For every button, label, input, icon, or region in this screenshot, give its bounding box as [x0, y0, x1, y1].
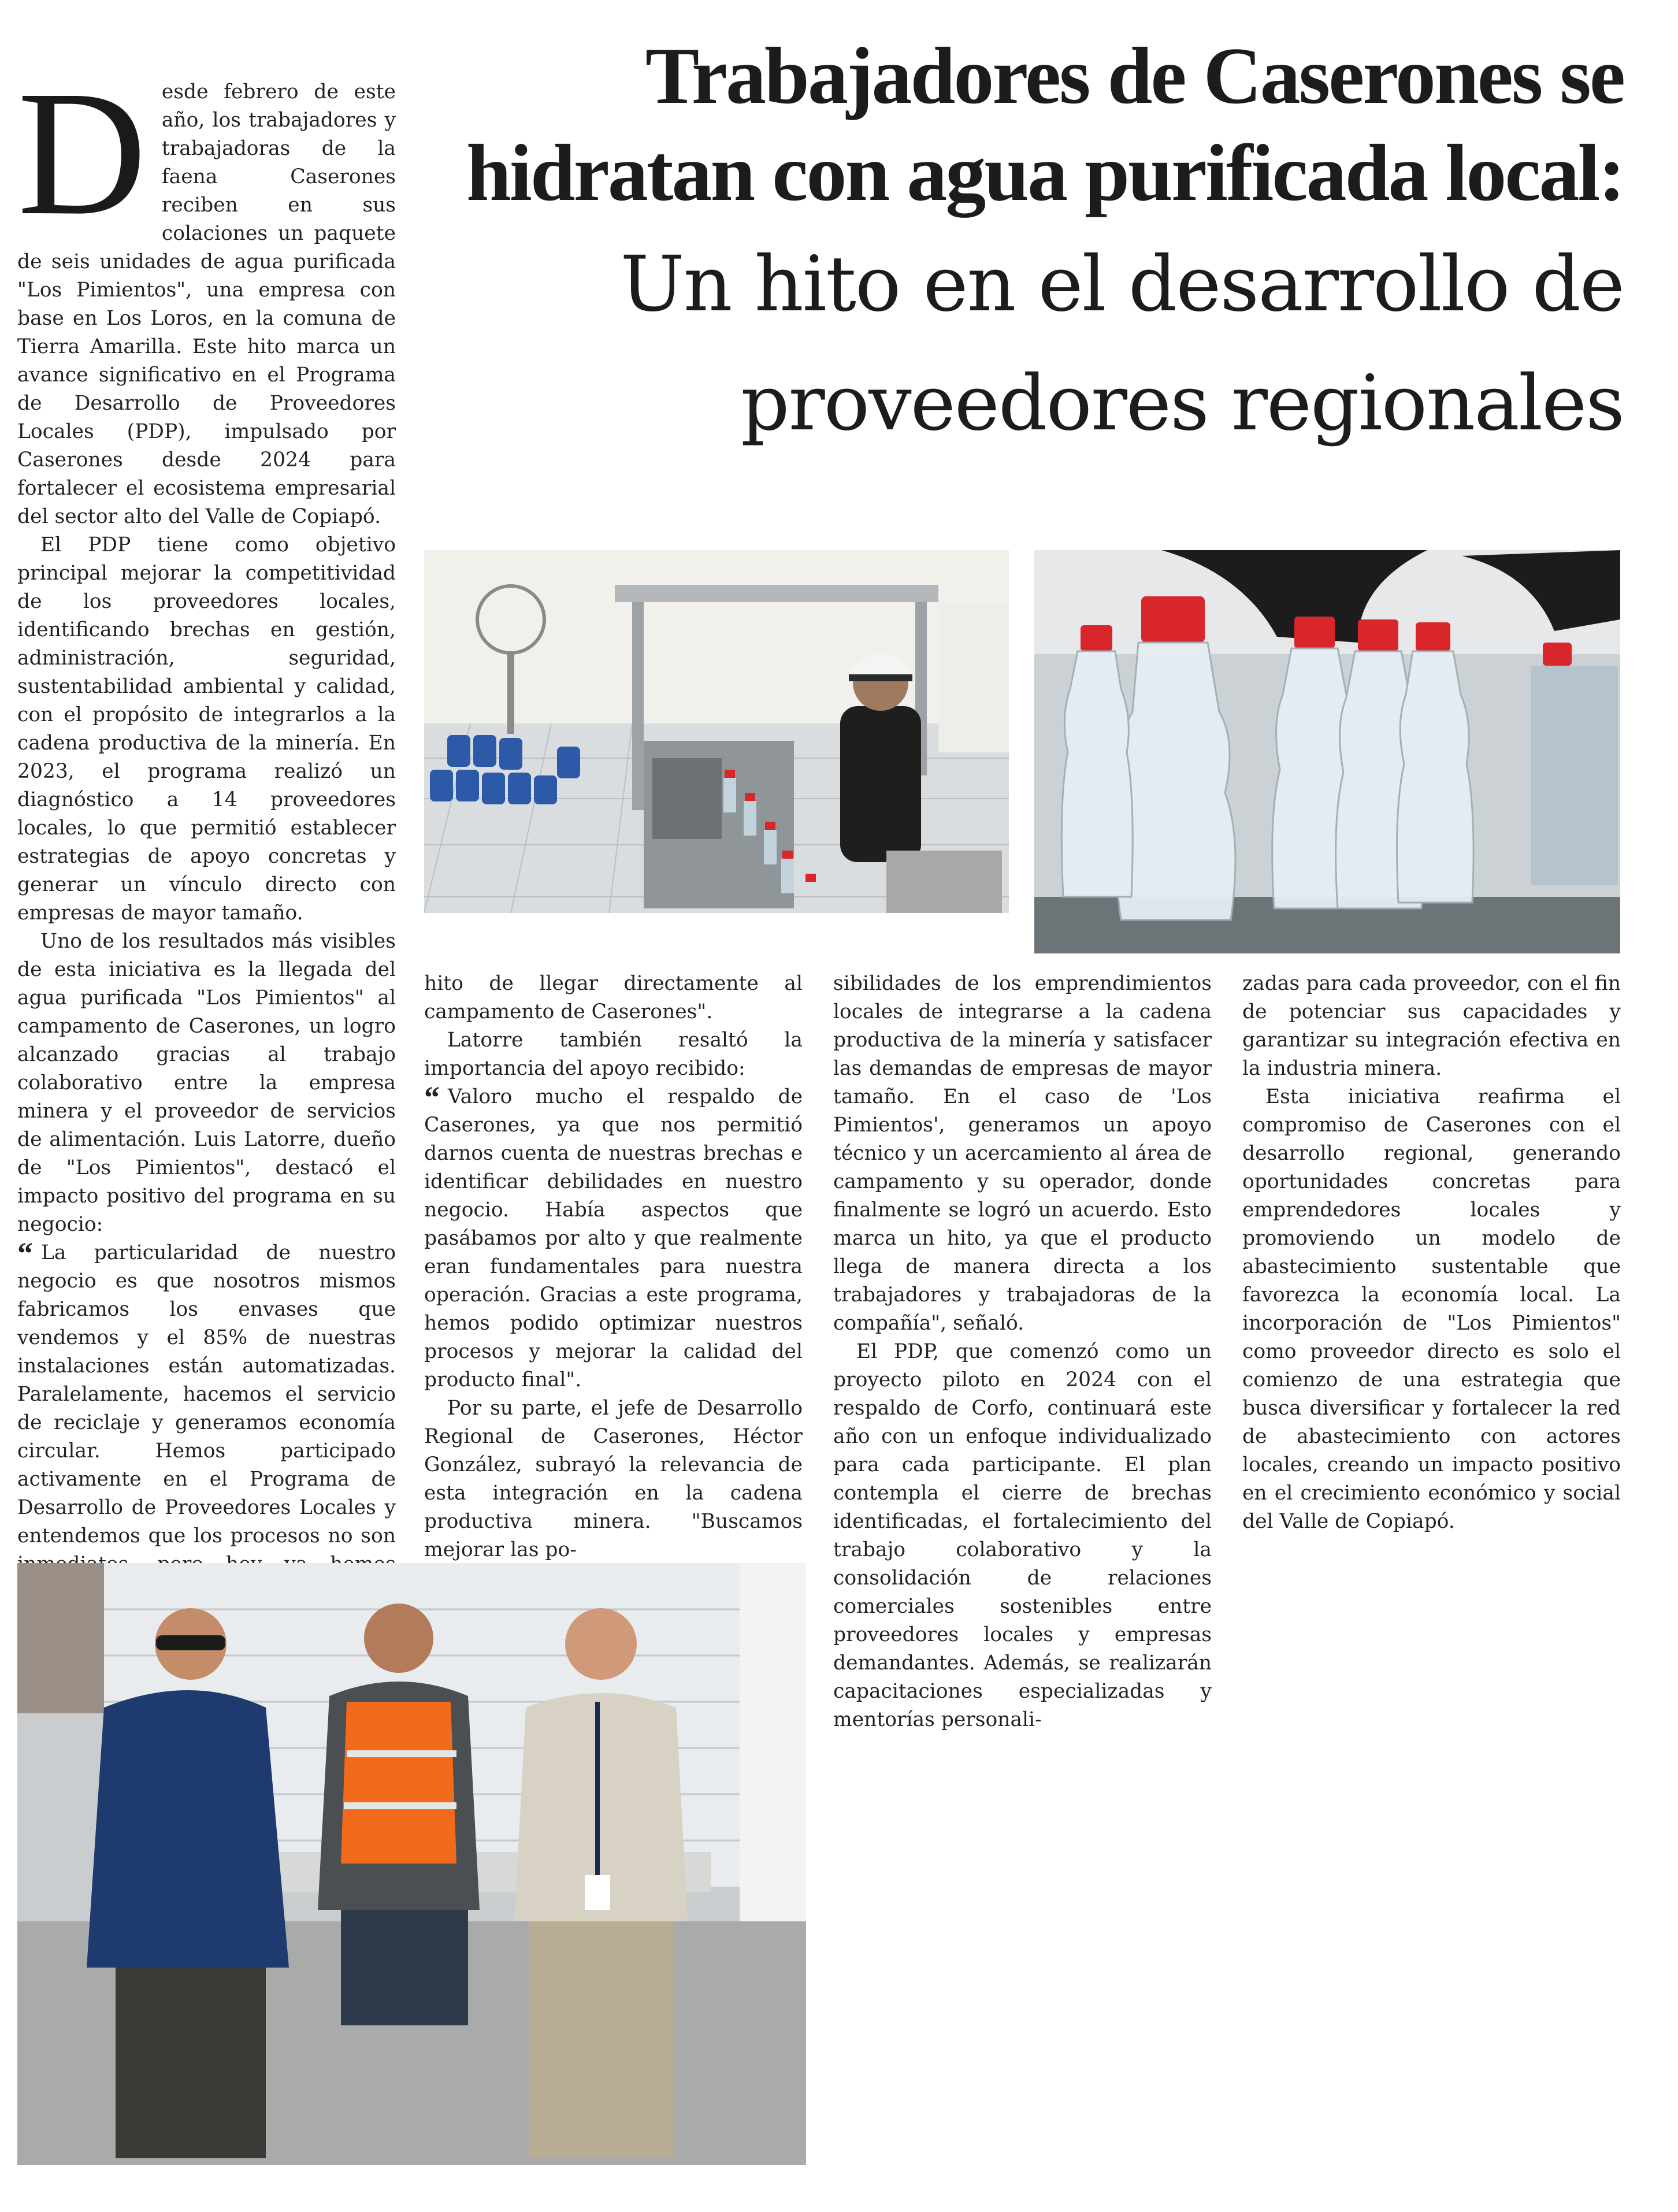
paragraph: sibilidades de los emprendimientos locales de integrarse a la cadena productiva de la minería y satisfacer las demandas de empresas de mayor tamaño. En el caso de 'Los Pimientos', generamos un apoyo técnico y un acercamiento al área de campamento y su operador, donde finalmente se logró un acuerdo. Esto marca un hito, ya que el producto llega de manera directa a los trabajadores y trabajadoras de la compañía", señaló.: [833, 972, 1212, 1335]
subtitle-line-2: proveedores regionales: [741, 359, 1624, 448]
quote-paragraph: [17, 1236, 396, 1607]
column-3: [833, 970, 1212, 1734]
paragraph: hito de llegar directamente al campamento de Caserones".: [424, 972, 803, 1023]
team-illustration: [17, 1563, 806, 2165]
drop-cap: D: [17, 54, 147, 253]
column-4: [1242, 970, 1621, 1536]
paragraph: El PDP tiene como objetivo principal mejorar la competitividad de los proveedores locales, identificando brechas en gestión, administración, seguridad, sustentabilidad ambiental y calidad, con el propósito de integrarlos a la cadena productiva de la minería. En 2023, el programa realizó un diagnóstico a 14 proveedores locales, lo que permitió establecer estrategias de apoyo concretas y generar un vínculo directo con empresas de mayor tamaño.: [17, 533, 396, 925]
column-2: [424, 970, 803, 1564]
quote-mark-icon: “: [17, 1236, 31, 1271]
photo-bottling-line: [424, 550, 1009, 913]
paragraph: zadas para cada proveedor, con el fin de potenciar sus capacidades y garantizar su integración efectiva en la industria minera.: [1242, 972, 1621, 1080]
title-line-2: hidratan con agua purificada local:: [466, 128, 1624, 218]
photo-bottles-closeup: [1034, 550, 1620, 953]
column-1: [17, 54, 396, 1607]
bottles-illustration: [1034, 550, 1620, 953]
quote-paragraph: [424, 1080, 803, 1394]
bottling-line-illustration: [424, 550, 1009, 913]
quote-text: Valoro mucho el respaldo de Caserones, ya que nos permitió darnos cuenta de nuestras brechas e identificar debilidades en nuestro negocio. Había aspectos que pasábamos por alto y que realmente eran fundamentales para nuestra operación. Gracias a este programa, hemos podido optimizar nuestros procesos y mejorar la calidad del producto final".: [424, 1085, 803, 1391]
quote-mark-icon: “: [424, 1080, 437, 1115]
title-line-1: Trabajadores de Caserones se: [645, 31, 1624, 121]
paragraph: Por su parte, el jefe de Desarrollo Regional de Caserones, Héctor González, subrayó la relevancia de esta integración en la cadena productiva minera. "Buscamos mejorar las po-: [424, 1397, 803, 1561]
headline: [416, 28, 1624, 460]
paragraph: Esta iniciativa reafirma el compromiso de Caserones con el desarrollo regional, generando oportunidades concretas para emprendedores locales y promoviendo un modelo de abastecimiento sustentable que favorezca la economía local. La incorporación de "Los Pimientos" como proveedor directo es solo el comienzo de una estrategia que busca diversificar y fortalecer la red de abastecimiento con actores locales, creando un impacto positivo en el crecimiento económico y social del Valle de Copiapó.: [1242, 1085, 1621, 1533]
quote-text: La particularidad de nuestro negocio es que nosotros mismos fabricamos los envases que vendemos y el 85% de nuestras instalaciones están automatizadas. Paralelamente, hacemos el servicio de reciclaje y generamos economía circular. Hemos participado activamente en el Programa de Desarrollo de Proveedores Locales y entendemos que los procesos no son: [17, 1241, 396, 1547]
paragraph: Uno de los resultados más visibles de esta iniciativa es la llegada del agua purificada "Los Pimientos" al campamento de Caserones, un logro alcanzado gracias al trabajo colaborativo entre la empresa minera y el proveedor de servicios de alimentación. Luis Latorre, dueño de "Los Pimientos", destacó el impacto positivo del programa en su negocio:: [17, 930, 396, 1236]
paragraph: Latorre también resaltó la importancia del apoyo recibido:: [424, 1029, 803, 1080]
paragraph: esde febrero de este año, los trabajadores y trabajadoras de la faena Caserones reciben en sus colaciones un paquete de seis unidades de agua purificada "Los Pimientos", una empresa con base en Los Loros, en la comuna de Tierra Amarilla. Este hito marca un avance significativo en el Programa de Desarrollo de Proveedores Locales (PDP), impulsado por Caserones desde 2024 para fortalecer el ecosistema empresarial del sector alto del Valle de Copiapó.: [17, 80, 396, 528]
subtitle-line-1: Un hito en el desarrollo de: [620, 240, 1624, 329]
paragraph: El PDP, que comenzó como un proyecto piloto en 2024 con el respaldo de Corfo, continuará este año con un enfoque individualizado para cada participante. El plan contempla el cierre de brechas identificadas, el fortalecimiento del trabajo colaborativo y la consolidación de relaciones comerciales sostenibles entre proveedores locales y empresas demandantes. Además, se realizarán capacitaciones especializadas y mentorías personali-: [833, 1340, 1212, 1731]
photo-team-truck: [17, 1563, 806, 2165]
